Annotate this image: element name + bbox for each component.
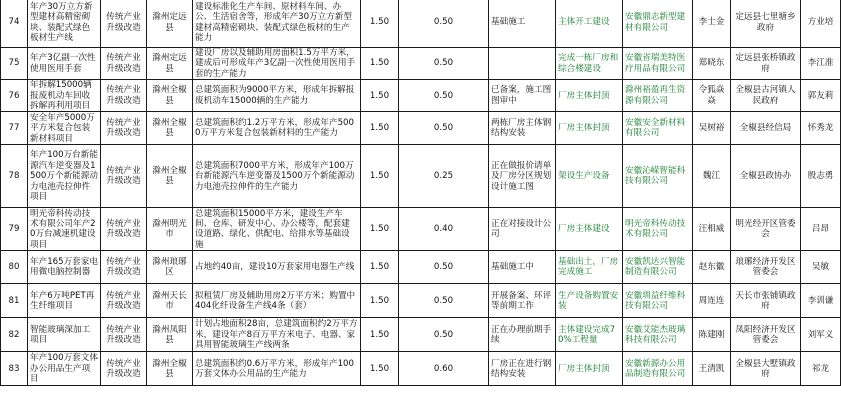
current-progress: 正在办理前期手续	[489, 318, 556, 352]
contact-person: 王清凯	[693, 352, 731, 386]
responsible-leader: 刘军义	[801, 318, 841, 352]
company-name: 安徽安全新材料有限公司	[623, 112, 693, 145]
project-name: 安全年产5000万平方米复合包装新材料项目	[28, 112, 101, 145]
construction-content: 总建筑面积为9000平方米，形成年拆解报废机动车15000辆的生产能力	[193, 80, 361, 112]
contact-person: 陈建刚	[693, 318, 731, 352]
total-investment: 1.50	[361, 284, 399, 318]
project-location: 滁州全椒县	[147, 80, 193, 112]
table-row	[1, 0, 841, 48]
responsible-leader: 李训谦	[801, 284, 841, 318]
total-investment: 1.50	[361, 208, 399, 251]
total-investment: 1.50	[361, 48, 399, 80]
total-investment: 1.50	[361, 145, 399, 208]
responsible-unit: 明光经开区管委会	[731, 208, 801, 251]
current-progress: 基础施工	[489, 0, 556, 48]
project-category: 传统产业升级改造	[101, 48, 147, 80]
construction-content: 计划占地面积28亩，总建筑面积约2万平方米，建设年产8百万平方米电子、电器、家具用智能玻璃生产线两条	[193, 318, 361, 352]
project-name: 智能玻璃深加工项目	[28, 318, 101, 352]
project-location: 滁州琅琊区	[147, 251, 193, 284]
annual-plan: 厂房主体封顶	[556, 80, 623, 112]
company-name: 明光帝科传动技术有限公司	[623, 208, 693, 251]
responsible-unit: 全椒县经信局	[731, 112, 801, 145]
table-row	[1, 208, 841, 251]
row-number: 82	[1, 318, 28, 352]
project-name: 年拆解15000辆报废机动车回收拆解再利用项目	[28, 80, 101, 112]
current-progress: 两栋厂房主体钢结构安装	[489, 112, 556, 145]
project-location: 滁州明光市	[147, 208, 193, 251]
row-number: 83	[1, 352, 28, 386]
row-number: 79	[1, 208, 28, 251]
row-number: 76	[1, 80, 28, 112]
total-investment: 1.50	[361, 251, 399, 284]
construction-content: 建设标准化生产车间、原材料车间、办公、生活宿舍等，形成年产30万立方新型建材高精密砌块、装配式绿色板材的生产能力	[193, 0, 361, 48]
total-investment: 1.50	[361, 112, 399, 145]
contact-person: 李士金	[693, 0, 731, 48]
company-name: 安徽省瑞美特医疗用品有限公司	[623, 48, 693, 80]
project-category: 传统产业升级改造	[101, 352, 147, 386]
annual-plan: 完成一栋厂房和综合楼建设	[556, 48, 623, 80]
construction-content: 总建筑面积约0.6万平方米，形成年产100万套文体办公用品的生产能力	[193, 352, 361, 386]
project-category: 传统产业升级改造	[101, 318, 147, 352]
responsible-leader: 方业培	[801, 0, 841, 48]
annual-investment: 0.50	[399, 0, 489, 48]
row-number: 75	[1, 48, 28, 80]
project-category: 传统产业升级改造	[101, 80, 147, 112]
current-progress: 正在对接设计公司	[489, 208, 556, 251]
project-location: 滁州凤阳县	[147, 318, 193, 352]
contact-person: 赵东徽	[693, 251, 731, 284]
responsible-leader: 怀秀龙	[801, 112, 841, 145]
table-row	[1, 251, 841, 284]
row-number: 80	[1, 251, 28, 284]
row-number: 81	[1, 284, 28, 318]
table-row	[1, 112, 841, 145]
table-row	[1, 284, 841, 318]
table-row	[1, 318, 841, 352]
responsible-leader: 郭友莉	[801, 80, 841, 112]
project-name: 年产6万吨PET再生纤维项目	[28, 284, 101, 318]
responsible-unit: 定远县七里塘乡政府	[731, 0, 801, 48]
table-row	[1, 145, 841, 208]
current-progress	[489, 48, 556, 80]
project-location: 滁州全椒县	[147, 145, 193, 208]
responsible-unit: 琅琊经济开发区管委会	[731, 251, 801, 284]
annual-plan: 生产设备购置安装	[556, 284, 623, 318]
responsible-unit: 全椒县古河镇人民政府	[731, 80, 801, 112]
contact-person: 汪相威	[693, 208, 731, 251]
table-row	[1, 48, 841, 80]
total-investment: 1.50	[361, 0, 399, 48]
company-name: 安徽鼎志新型建材有限公司	[623, 0, 693, 48]
company-name: 安徽艾能杰玻璃科技有限公司	[623, 318, 693, 352]
project-name: 明光帝科传动技术有限公司年产20万台减速机建设项目	[28, 208, 101, 251]
annual-plan: 主体开工建设	[556, 0, 623, 48]
construction-content: 建设厂房以及辅助用房面积1.5万平方米，建成后可形成年产3亿副一次性使用医用手套的生产能力	[193, 48, 361, 80]
project-category: 传统产业升级改造	[101, 208, 147, 251]
annual-investment: 0.50	[399, 80, 489, 112]
contact-person: 吴树裕	[693, 112, 731, 145]
construction-content: 占地约40亩，建设10万套家用电器生产线	[193, 251, 361, 284]
annual-plan: 厂房主体封顶	[556, 112, 623, 145]
responsible-leader: 殷志勇	[801, 145, 841, 208]
responsible-unit: 定远县张桥镇政府	[731, 48, 801, 80]
project-category: 传统产业升级改造	[101, 284, 147, 318]
contact-person: 郑晓东	[693, 48, 731, 80]
row-number: 74	[1, 0, 28, 48]
annual-plan: 厂房主体建设	[556, 208, 623, 251]
total-investment: 1.50	[361, 80, 399, 112]
annual-investment: 0.25	[399, 145, 489, 208]
construction-content: 总建筑面积约1.2万平方米，形成年产5000万平方米复合包装新材料的生产能力	[193, 112, 361, 145]
responsible-unit: 凤阳经济开发区管委会	[731, 318, 801, 352]
project-name: 年产100万套文体办公用品生产项目	[28, 352, 101, 386]
company-name: 安徽沁嵘智能科技有限公司	[623, 145, 693, 208]
responsible-leader: 祁龙	[801, 352, 841, 386]
responsible-leader: 李江准	[801, 48, 841, 80]
construction-content: 总建筑面积7000平方米，形成年产100万台新能源汽车逆变器及1500万个新能源动力电池壳拉伸件的生产能力	[193, 145, 361, 208]
total-investment: 1.50	[361, 352, 399, 386]
project-location: 滁州全椒县	[147, 352, 193, 386]
annual-plan: 基础出土，厂房完成施工	[556, 251, 623, 284]
annual-plan: 厂房主体封顶	[556, 352, 623, 386]
project-category: 传统产业升级改造	[101, 145, 147, 208]
annual-plan: 主体建设完成70%工程量	[556, 318, 623, 352]
annual-investment: 0.60	[399, 352, 489, 386]
annual-investment: 0.50	[399, 48, 489, 80]
company-name: 安徽圳益纤维科技有限公司	[623, 284, 693, 318]
current-progress: 正在做报价请单及厂房分区规划设计施工图	[489, 145, 556, 208]
responsible-unit: 全椒县大墅镇政府	[731, 352, 801, 386]
responsible-leader: 吕昂	[801, 208, 841, 251]
project-name: 年产100万台新能源汽车逆变器及1500万个新能源动力电池壳拉伸件项目	[28, 145, 101, 208]
construction-content: 总建筑面积15000平方米，建设生产车间、仓库、研发中心、办公楼等，配套建设道路、绿化、供配电、给排水等基础设施	[193, 208, 361, 251]
responsible-unit: 全椒县政协办	[731, 145, 801, 208]
project-category: 传统产业升级改造	[101, 251, 147, 284]
current-progress: 基础施工中	[489, 251, 556, 284]
project-location: 滁州定远县	[147, 48, 193, 80]
project-name: 年产30万立方新型建材高精密砌块、装配式绿色板材生产线	[28, 0, 101, 48]
responsible-leader: 吴敏	[801, 251, 841, 284]
annual-investment: 0.50	[399, 112, 489, 145]
current-progress: 厂房正在进行钢结构安装	[489, 352, 556, 386]
company-name: 安徽凯达兴智能制造有限公司	[623, 251, 693, 284]
annual-investment: 0.50	[399, 251, 489, 284]
contact-person: 周连连	[693, 284, 731, 318]
responsible-unit: 天长市张铺镇政府	[731, 284, 801, 318]
annual-investment: 0.50	[399, 318, 489, 352]
table-row	[1, 80, 841, 112]
project-location: 滁州天长市	[147, 284, 193, 318]
contact-person: 令狐焱焱	[693, 80, 731, 112]
project-location: 滁州定远县	[147, 0, 193, 48]
project-category: 传统产业升级改造	[101, 0, 147, 48]
current-progress: 已备案，施工图图审中	[489, 80, 556, 112]
total-investment: 1.50	[361, 318, 399, 352]
table-row	[1, 352, 841, 386]
row-number: 77	[1, 112, 28, 145]
annual-investment: 0.50	[399, 284, 489, 318]
project-name: 年产165万套家电用微电脑控制器	[28, 251, 101, 284]
project-category: 传统产业升级改造	[101, 112, 147, 145]
construction-content: 拟租赁厂房及辅助用房2万平方米；购置中404化纤设备生产线4条（套）	[193, 284, 361, 318]
company-name: 滁州裕盈再生资源有限公司	[623, 80, 693, 112]
contact-person: 魏江	[693, 145, 731, 208]
current-progress: 开展备案、环评等前期工作	[489, 284, 556, 318]
row-number: 78	[1, 145, 28, 208]
project-name: 年产3亿副一次性使用医用手套	[28, 48, 101, 80]
annual-plan: 架设生产设备	[556, 145, 623, 208]
annual-investment: 0.40	[399, 208, 489, 251]
project-location: 滁州全椒县	[147, 112, 193, 145]
company-name: 安徽新源办公用品制造有限公司	[623, 352, 693, 386]
